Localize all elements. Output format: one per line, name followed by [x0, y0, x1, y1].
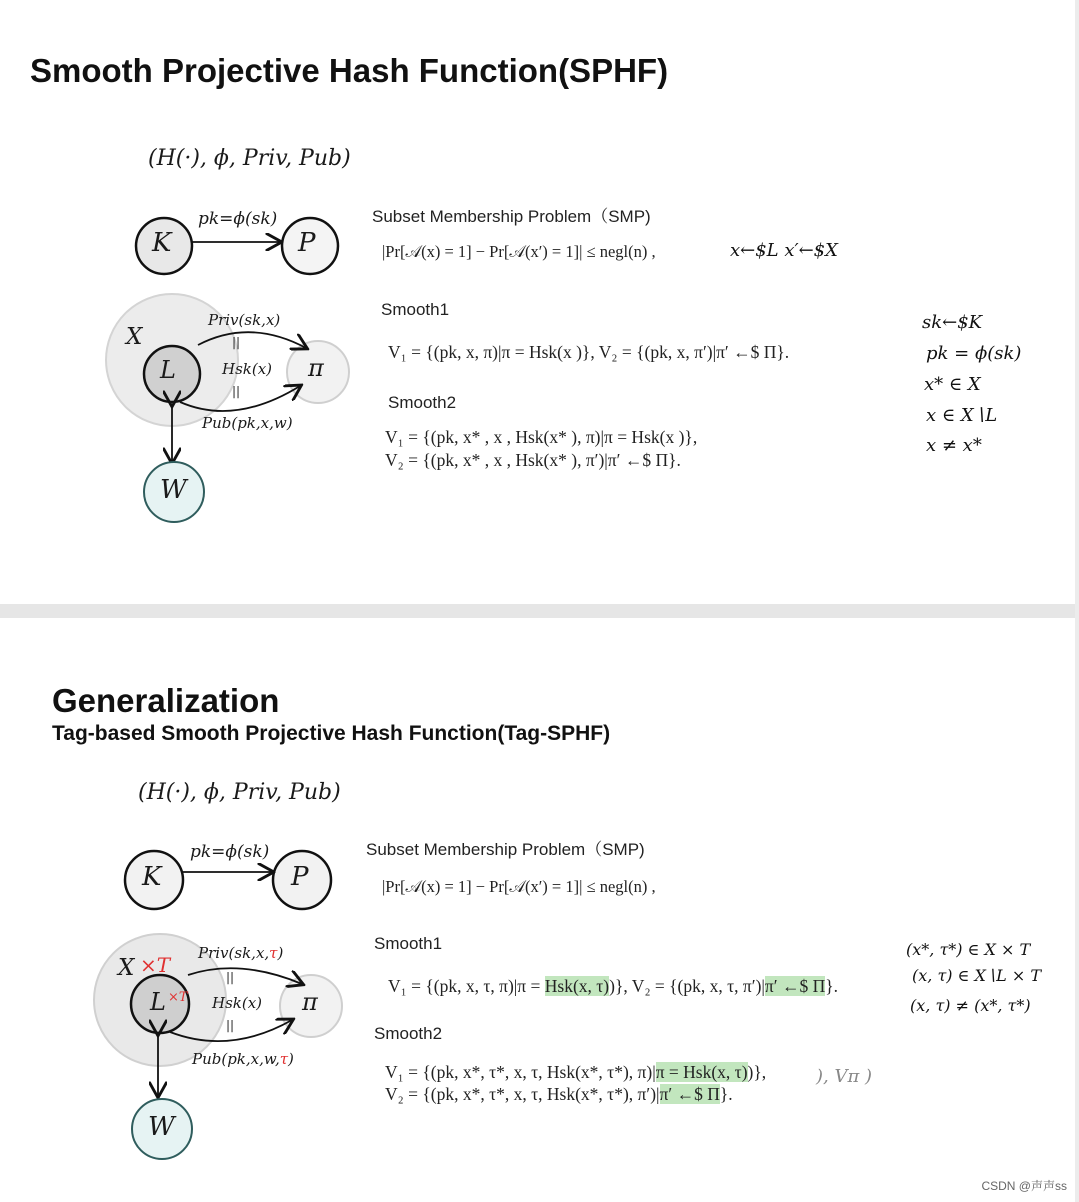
smp-heading: Subset Membership Problem（SMP): [372, 207, 651, 226]
smooth2-v1-2: [385, 1062, 766, 1083]
tag-note-1: (x*, τ*) ∈ X × T: [906, 940, 1031, 959]
proof-label: π: [308, 354, 324, 382]
hsk-label-2: Hsk(x): [212, 994, 263, 1012]
smooth2-v2-2: [385, 1084, 733, 1105]
s1-v1a: V₁ = {(pk, x, τ, π)|π =: [388, 976, 545, 996]
tuple-label: (H(·), ϕ, Priv, Pub): [148, 146, 351, 171]
smp-heading-2: Subset Membership Problem（SMP): [366, 840, 645, 859]
kp-edge-label: pk=ϕ(sk): [198, 209, 278, 229]
smooth2-side-note: ), Vπ ): [816, 1066, 873, 1087]
hsk-label: Hsk(x): [222, 360, 273, 378]
key-label-2: K: [142, 862, 162, 892]
pub-tag: τ: [279, 1050, 289, 1068]
tag-note-3: (x, τ) ≠ (x*, τ*): [910, 996, 1031, 1015]
note-sk: sk←$K: [922, 312, 983, 333]
page-title: Smooth Projective Hash Function(SPHF): [30, 52, 669, 89]
eq-mark-4: ||: [226, 1018, 235, 1032]
priv-label-2: [198, 944, 283, 962]
eq-mark-1: ||: [232, 335, 241, 349]
language-label: L: [160, 356, 176, 384]
s2-v2b: π′ ←$ Π: [659, 1084, 720, 1104]
kp-edge-label-2: pk=ϕ(sk): [190, 842, 270, 862]
priv-tag: τ: [269, 944, 278, 962]
priv-label: Priv(sk,x): [208, 311, 281, 329]
language-label-2: L: [150, 988, 166, 1016]
smooth2-v2: V₂ = {(pk, x* , x , Hsk(x* ), π′)|π′ ←$ Π}.: [385, 450, 681, 470]
section-title: Generalization: [52, 682, 280, 719]
public-key-label-2: P: [291, 862, 309, 892]
s2-v1b: π = Hsk(x, τ): [655, 1062, 748, 1082]
note-xstar: x* ∈ X: [924, 374, 981, 395]
smp-formula: |Pr[𝒜(x) = 1] − Pr[𝒜(x′) = 1]| ≤ negl(n) ,: [382, 242, 656, 261]
eq-mark-2: ||: [232, 384, 241, 398]
pub-close: ): [288, 1050, 294, 1068]
priv-text: Priv(sk,x,: [198, 944, 270, 962]
pub-text: Pub(pk,x,w,: [192, 1050, 280, 1068]
s1-v1c: )}, V₂ = {(pk, x, τ, π′)|: [609, 976, 765, 996]
smooth1-label: Smooth1: [381, 300, 450, 319]
set-x-label: X: [126, 324, 143, 350]
right-border: [1075, 0, 1079, 1202]
pub-label: Pub(pk,x,w): [202, 414, 293, 432]
priv-close: ): [277, 944, 284, 962]
s2-v1c: )},: [747, 1062, 767, 1082]
public-key-label: P: [298, 228, 316, 258]
smooth1-label-2: Smooth1: [374, 934, 443, 953]
witness-label-2: W: [148, 1112, 175, 1142]
set-x-tag: ×T: [140, 953, 171, 977]
watermark: CSDN @声声ss: [981, 1179, 1067, 1193]
tuple-label-2: (H(·), ϕ, Priv, Pub): [138, 780, 341, 805]
eq-mark-3: ||: [226, 970, 235, 984]
smp-note: x←$L x′←$X: [730, 240, 838, 261]
set-x-label-2: X: [118, 955, 135, 981]
note-pk: pk = ϕ(sk): [926, 343, 1022, 364]
smooth2-label-2: Smooth2: [374, 1024, 443, 1043]
smooth1-formula: V₁ = {(pk, x, π)|π = Hsk(x )}, V₂ = {(pk, x, π′)|π′ ←$ Π}.: [388, 342, 790, 362]
s1-v1d: π′ ←$ Π: [764, 976, 826, 996]
smooth2-v1: V₁ = {(pk, x* , x , Hsk(x* ), π)|π = Hsk(x )},: [385, 427, 698, 447]
s2-v2c: }.: [719, 1084, 733, 1104]
tag-note-2: (x, τ) ∈ X∖L × T: [912, 966, 1041, 985]
note-x: x ∈ X∖L: [926, 405, 998, 426]
s1-v1e: }.: [825, 976, 839, 996]
proof-label-2: π: [302, 988, 318, 1016]
s2-v2a: V₂ = {(pk, x*, τ*, x, τ, Hsk(x*, τ*), π′)|: [385, 1084, 660, 1104]
s2-v1a: V₁ = {(pk, x*, τ*, x, τ, Hsk(x*, τ*), π)|: [385, 1062, 656, 1082]
smooth1-formula-2: [388, 976, 838, 997]
language-tag: ×T: [168, 990, 188, 1005]
witness-label: W: [160, 475, 187, 505]
s1-v1b: Hsk(x, τ): [544, 976, 610, 996]
section-subtitle: Tag-based Smooth Projective Hash Function(Tag-SPHF): [52, 722, 611, 745]
note-neq: x ≠ x*: [926, 435, 982, 456]
key-label: K: [152, 228, 172, 258]
smp-formula-2: |Pr[𝒜(x) = 1] − Pr[𝒜(x′) = 1]| ≤ negl(n) ,: [382, 877, 656, 896]
pub-label-2: [192, 1050, 294, 1068]
smooth2-label: Smooth2: [388, 393, 457, 412]
